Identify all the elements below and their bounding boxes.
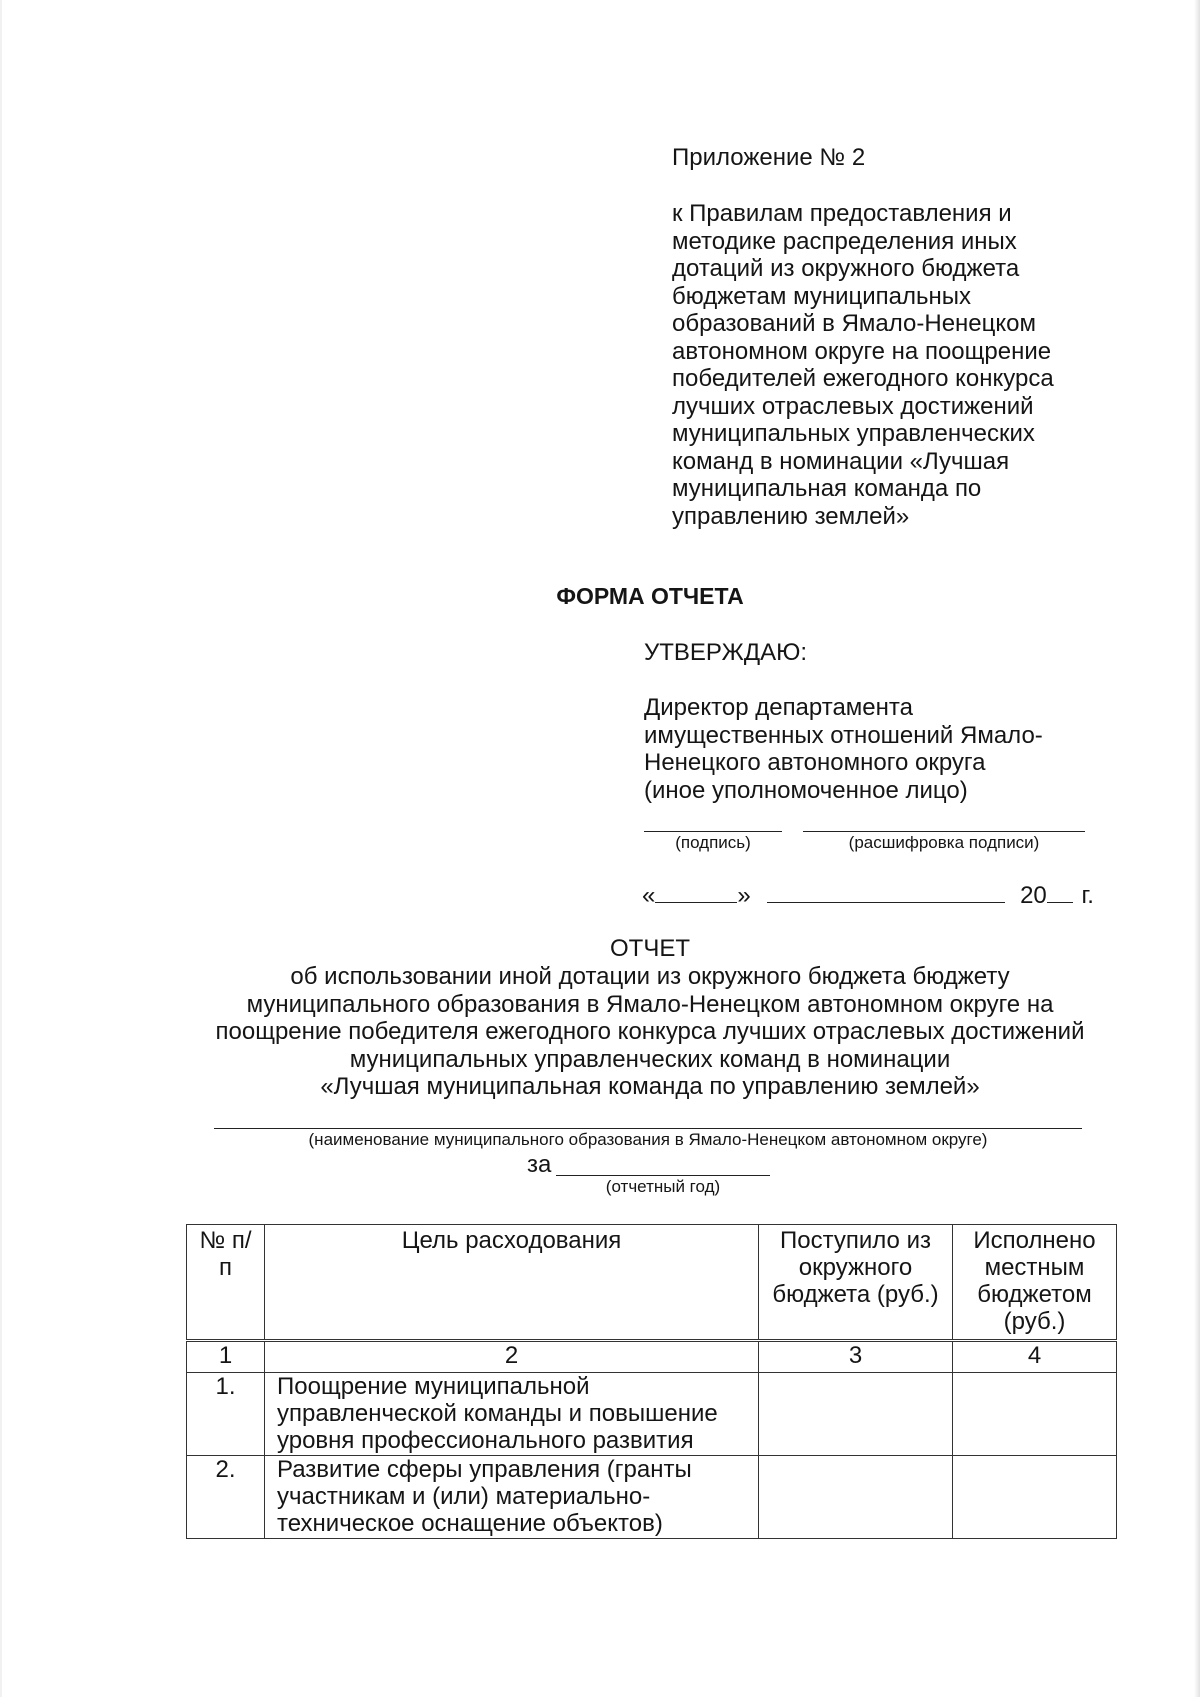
- appendix-line: команд в номинации «Лучшая: [672, 447, 1010, 475]
- column-number: 2: [265, 1341, 759, 1373]
- municipality-caption: (наименование муниципального образования в Ямало-Ненецком автономном округе): [308, 1130, 988, 1149]
- appendix-line: методике распределения иных: [672, 227, 1017, 255]
- header-num: № п/п: [187, 1225, 265, 1341]
- date-close-quote: »: [737, 882, 751, 909]
- table-column-numbers-row: [187, 1341, 1117, 1373]
- row-received-cell[interactable]: [759, 1456, 953, 1539]
- period-caption: (отчетный год): [605, 1177, 721, 1196]
- row-purpose: Развитие сферы управления (гранты участникам и (или) материально-техническое оснащение объектов): [265, 1456, 759, 1539]
- report-subtitle-line: муниципального образования в Ямало-Ненецком автономном округе на: [246, 990, 1054, 1018]
- period-line[interactable]: [556, 1175, 770, 1176]
- appendix-line: победителей ежегодного конкурса: [672, 365, 1054, 392]
- year-suffix: г.: [1081, 882, 1094, 909]
- signature-caption: (подпись): [675, 833, 751, 852]
- form-title: ФОРМА ОТЧЕТА: [556, 583, 744, 609]
- appendix-line: управлению землей»: [672, 502, 910, 530]
- date-open-quote: «: [642, 882, 656, 909]
- director-line: Ненецкого автономного округа: [644, 749, 986, 776]
- row-purpose: Поощрение муниципальной управленческой команды и повышение уровня профессионального развития: [265, 1373, 759, 1456]
- appendix-line: муниципальных управленческих: [672, 420, 1035, 447]
- appendix-title: Приложение № 2: [672, 144, 866, 171]
- page-edge-right: [1194, 0, 1200, 1697]
- report-subtitle-line: об использовании иной дотации из окружного бюджета бюджету: [290, 963, 1010, 990]
- appendix-line: образований в Ямало-Ненецком: [672, 310, 1037, 337]
- date-row: [642, 881, 1094, 911]
- report-subtitle: [150, 963, 1150, 1101]
- director-block: [644, 694, 1104, 804]
- appendix-line: к Правилам предоставления и: [672, 200, 1012, 227]
- approve-label: УТВЕРЖДАЮ:: [644, 639, 807, 666]
- period-label: за: [527, 1151, 552, 1178]
- row-executed-cell[interactable]: [953, 1456, 1117, 1539]
- municipality-line[interactable]: [214, 1128, 1082, 1129]
- appendix-line: бюджетам муниципальных: [672, 282, 972, 310]
- report-title: ОТЧЕТ: [610, 935, 690, 962]
- column-number: 4: [953, 1341, 1117, 1373]
- column-number: 3: [759, 1341, 953, 1373]
- report-table: [186, 1224, 1117, 1539]
- signature-decode-caption: (расшифровка подписи): [848, 833, 1040, 852]
- director-line: имущественных отношений Ямало-: [644, 721, 1043, 749]
- appendix-line: муниципальная команда по: [672, 475, 982, 502]
- appendix-line: автономном округе на поощрение: [672, 337, 1052, 365]
- year-blank[interactable]: [1047, 882, 1073, 903]
- row-number: 2.: [187, 1456, 265, 1539]
- table-row: [187, 1373, 1117, 1456]
- signature-decode-line[interactable]: [803, 831, 1085, 832]
- report-subtitle-line: поощрение победителя ежегодного конкурса лучших отраслевых достижений: [215, 1018, 1085, 1045]
- appendix-text: [672, 200, 1092, 530]
- header-purpose: Цель расходования: [265, 1225, 759, 1341]
- report-subtitle-line: «Лучшая муниципальная команда по управлению землей»: [320, 1073, 980, 1100]
- appendix-line: дотаций из окружного бюджета: [672, 255, 1020, 282]
- row-number: 1.: [187, 1373, 265, 1456]
- day-blank[interactable]: [655, 882, 737, 903]
- director-line: (иное уполномоченное лицо): [644, 776, 968, 804]
- header-executed: Исполнено местным бюджетом (руб.): [953, 1225, 1117, 1341]
- director-line: Директор департамента: [644, 694, 913, 721]
- column-number: 1: [187, 1341, 265, 1373]
- page-edge-left: [0, 0, 2, 1697]
- table-row: [187, 1456, 1117, 1539]
- row-executed-cell[interactable]: [953, 1373, 1117, 1456]
- table-header-row: [187, 1225, 1117, 1341]
- row-received-cell[interactable]: [759, 1373, 953, 1456]
- signature-line[interactable]: [644, 831, 782, 832]
- month-blank[interactable]: [767, 882, 1005, 903]
- report-subtitle-line: муниципальных управленческих команд в номинации: [349, 1045, 951, 1073]
- year-prefix: 20: [1020, 882, 1047, 909]
- header-received: Поступило из окружного бюджета (руб.): [759, 1225, 953, 1341]
- appendix-line: лучших отраслевых достижений: [672, 392, 1034, 420]
